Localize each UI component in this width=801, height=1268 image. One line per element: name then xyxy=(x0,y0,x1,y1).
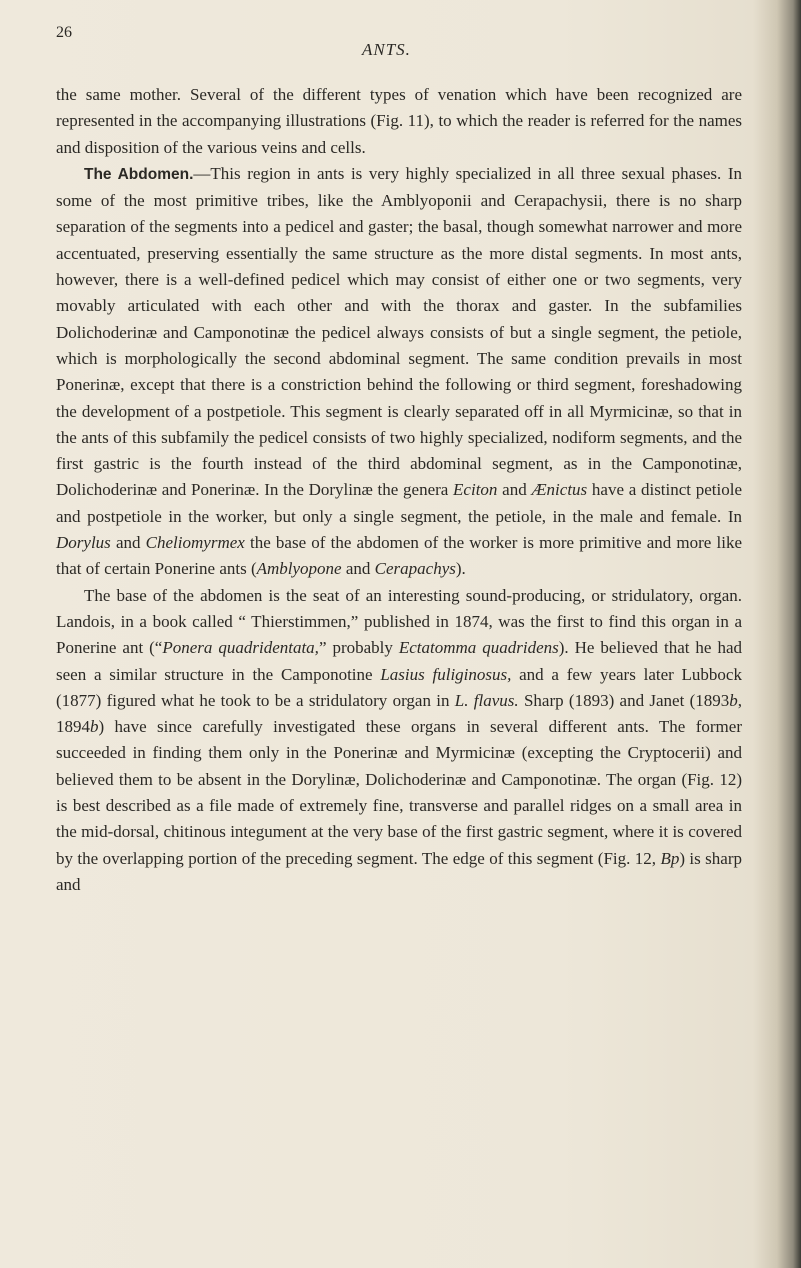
text-run: , 1894 xyxy=(56,690,743,737)
text-run: ” probably xyxy=(318,638,399,658)
italic-text: b xyxy=(729,690,738,710)
italic-text: Cheliomyrmex xyxy=(145,533,245,553)
page-number: 26 xyxy=(56,24,72,41)
text-run: and a few years later Lubbock (1877) figured what he took to be a stridulatory organ in xyxy=(56,664,742,710)
paragraph xyxy=(56,583,742,899)
text-run: the same mother. Several of the different types of venation which have been recognized are represented in the accompanying illustrations (Fig. 11), to which the reader is referred for the names and disposition of the various veins and cells. xyxy=(56,85,742,157)
text-run: and xyxy=(341,559,375,579)
running-head: ANTS. xyxy=(362,40,411,59)
text-run: ) is sharp and xyxy=(56,848,742,894)
text-run: ). xyxy=(455,559,466,579)
body-text xyxy=(56,82,742,898)
italic-text: Cerapachys xyxy=(374,559,456,579)
paragraph xyxy=(56,82,742,161)
italic-text: Eciton xyxy=(453,480,498,500)
italic-text: b xyxy=(90,717,99,737)
italic-text: L. flavus. xyxy=(454,690,519,710)
text-run: ). He believed that he had seen a similar structure in the Camponotine xyxy=(56,638,742,684)
text-run: and xyxy=(497,480,532,500)
italic-text: Lasius fuliginosus, xyxy=(380,664,512,684)
text-run: the base of the abdomen of the worker is more primitive and more like that of certain Ponerine ants ( xyxy=(56,533,743,579)
italic-text: Amblyopone xyxy=(256,559,342,579)
text-run: The base of the abdomen is the seat of an interesting sound-producing, or stridulatory, organ. Landois, in a book called “ Thierstimmen,” published in 1874, was the first to find this organ in a Ponerine ant (“ xyxy=(56,585,742,658)
italic-text: Ectatomma quadridens xyxy=(398,638,559,658)
italic-text: Dorylus xyxy=(56,533,111,553)
paragraph xyxy=(56,161,742,583)
text-run: Sharp (1893) and Janet (1893 xyxy=(518,690,730,710)
italic-text: Bp xyxy=(660,848,680,868)
text-run: and xyxy=(110,533,146,553)
italic-text: Ænictus xyxy=(531,480,588,500)
italic-text: Ponera quadridentata, xyxy=(162,638,319,658)
text-run: ) have since carefully investigated these organs in several different ants. The former succeeded in finding them only in the Ponerinæ and Myrmicinæ (excepting the Cryptocerii) and believed them to be absent in the Dorylinæ, Dolichoderinæ and Camponotinæ. The organ (Fig. 12) is best described as a file made of extremely fine, transverse and parallel ridges on a small area in the mid-dorsal, chitinous integument at the very base of the first gastric segment, where it is covered by the overlapping portion of the preceding segment. The edge of this segment (Fig. 12, xyxy=(56,717,742,868)
section-heading: The Abdomen. xyxy=(84,165,194,183)
text-run: have a distinct petiole and postpetiole in the worker, but only a single segment, the petiole, in the male and female. In xyxy=(56,480,743,526)
text-run: —This region in ants is very highly specialized in all three sexual phases. In some of the most primitive tribes, like the Amblyoponii and Cerapachysii, there is no sharp separation of the segments into a pedicel and gaster; the basal, though somewhat narrower and more accentuated, preserving essentially the same structure as the more distal segments. In most ants, however, there is a well-defined pedicel which may consist of either one or two segments, very movably articulated with each other and with the thorax and gaster. In the subfamilies Dolichoderinæ and Camponotinæ the pedicel always consists of but a single segment, the petiole, which is morphologically the second abdominal segment. The same condition prevails in most Ponerinæ, except that there is a constriction behind the following or third segment, foreshadowing the development of a postpetiole. This segment is clearly separated off in all Myrmicinæ, so that in the ants of this subfamily the pedicel consists of two highly specialized, nodiform segments, and the first gastric is the fourth instead of the third abdominal segment, as in the Camponotinæ, Dolichoderinæ and Ponerinæ. In the Dorylinæ the genera xyxy=(56,163,742,500)
